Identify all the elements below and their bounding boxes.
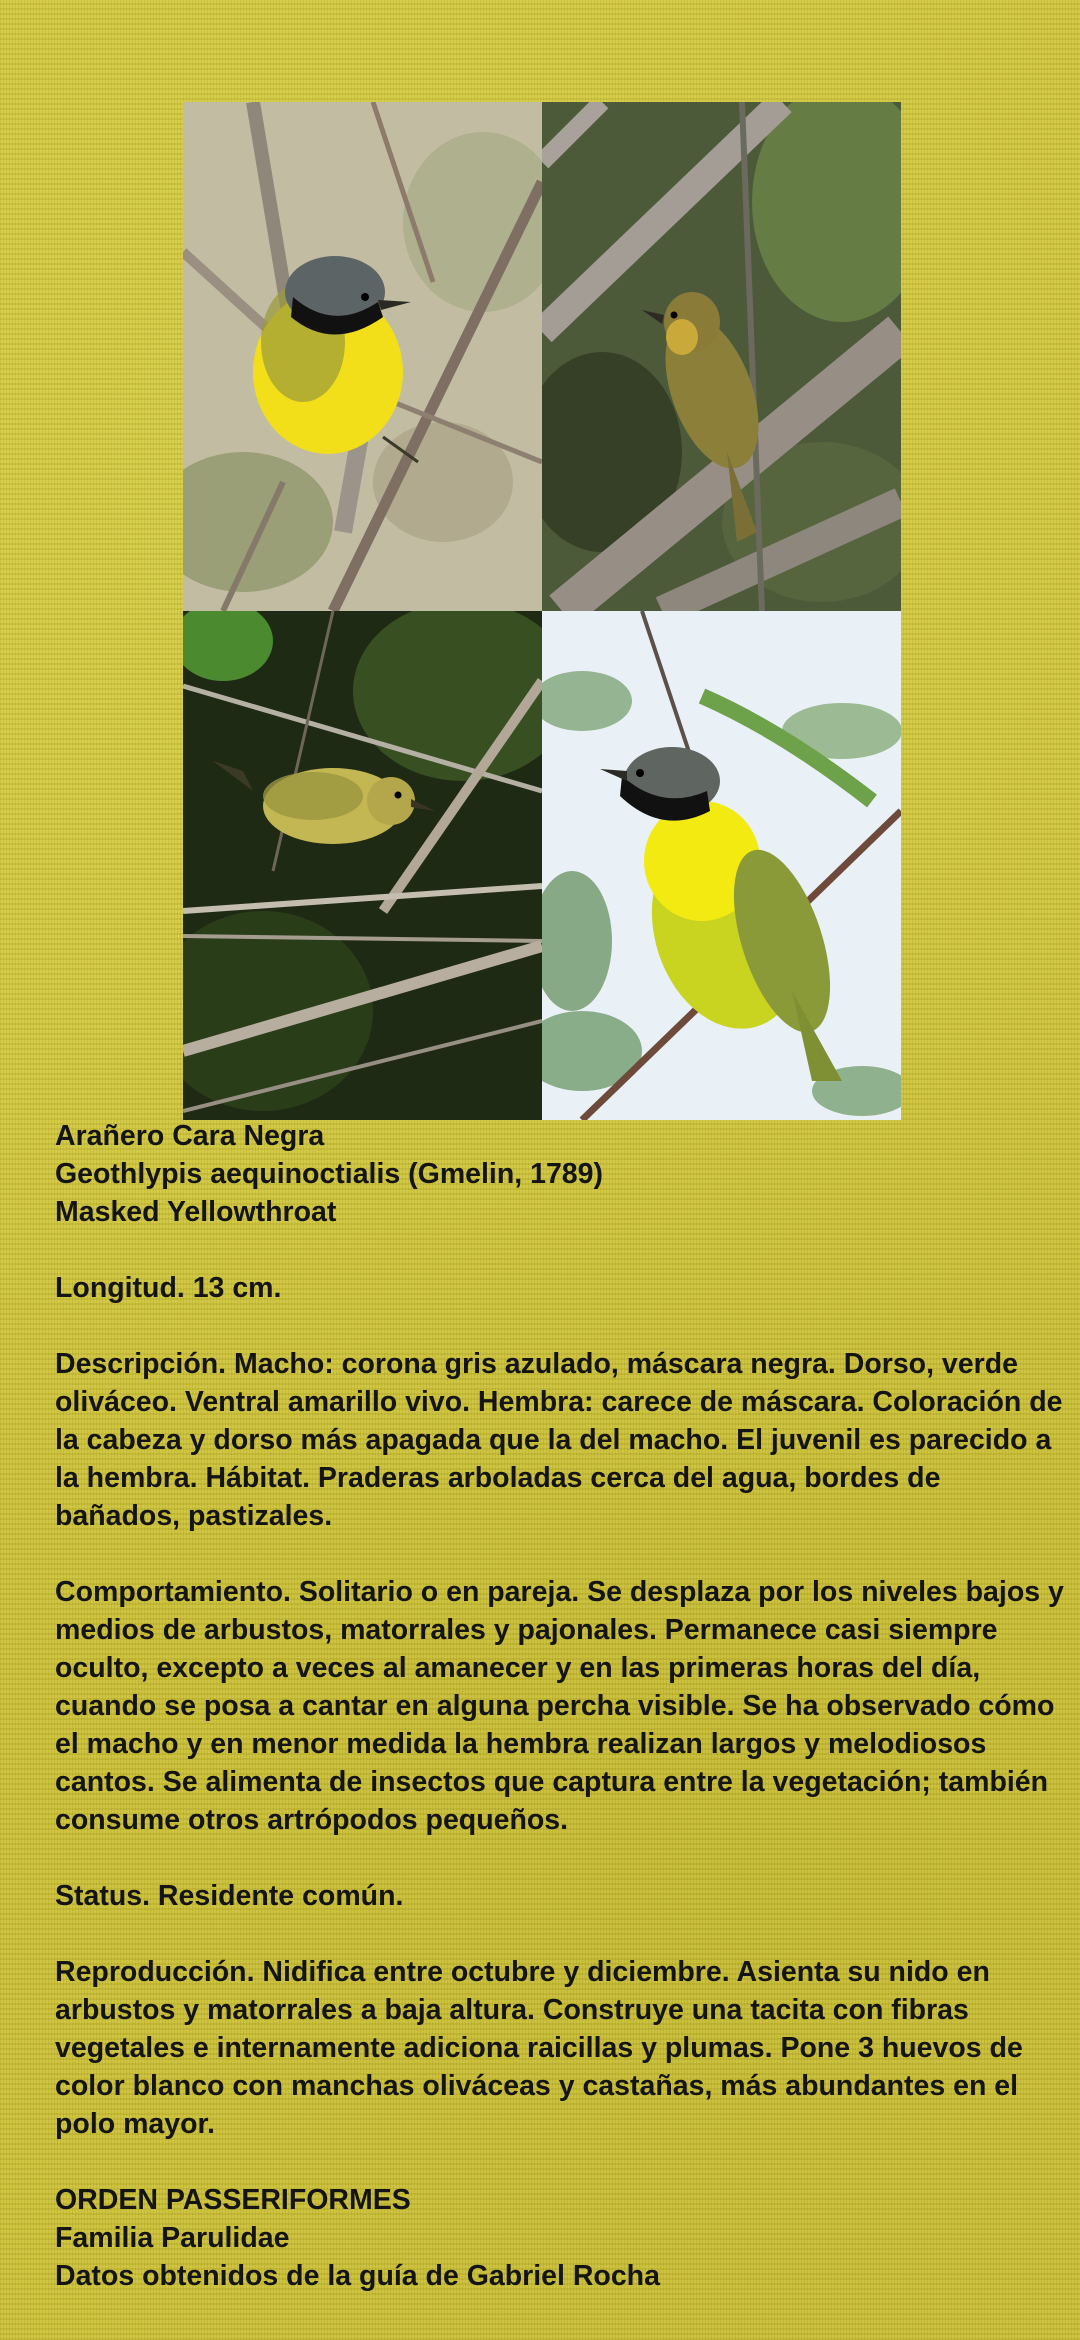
behavior-paragraph: Comportamiento. Solitario o en pareja. Se desplaza por los niveles bajos y medios de arbustos, matorrales y pajonales. Permanece casi siempre oculto, excepto a veces al amanecer y en las primeras horas del día, cuando se posa a cantar en alguna percha visible. Se ha observado cómo el macho y en menor medida la hembra realizan largos y melodiosos cantos. Se alimenta de insectos que captura entre la vegetación; también consume otros artrópodos pequeños.	[55, 1576, 1064, 1836]
female-bird-photo-1	[542, 102, 901, 611]
scientific-name: Geothlypis aequinoctialis (Gmelin, 1789)	[55, 1158, 603, 1190]
male-bird-photo-1	[183, 102, 542, 611]
source-line: Datos obtenidos de la guía de Gabriel Rocha	[55, 2260, 660, 2292]
species-description	[55, 1117, 1065, 2295]
common-name: Arañero Cara Negra	[55, 1120, 325, 1152]
reproduction-paragraph: Reproducción. Nidifica entre octubre y diciembre. Asienta su nido en arbustos y matorrales a baja altura. Construye una tacita con fibras vegetales e internamente adiciona raicillas y plumas. Pone 3 huevos de color blanco con manchas oliváceas y castañas, más abundantes en el polo mayor.	[55, 1956, 1023, 2140]
order-line: ORDEN PASSERIFORMES	[55, 2184, 411, 2216]
description-paragraph: Descripción. Macho: corona gris azulado, máscara negra. Dorso, verde oliváceo. Ventral amarillo vivo. Hembra: carece de máscara. Coloración de la cabeza y dorso más apagada que la del macho. El juvenil es parecido a la hembra. Hábitat. Praderas arboladas cerca del agua, bordes de bañados, pastizales.	[55, 1348, 1063, 1532]
status-paragraph: Status. Residente común.	[55, 1880, 404, 1912]
male-bird-photo-2	[542, 611, 901, 1120]
length-paragraph: Longitud. 13 cm.	[55, 1272, 282, 1304]
family-line: Familia Parulidae	[55, 2222, 290, 2254]
female-bird-photo-2	[183, 611, 542, 1120]
photo-collage	[183, 102, 901, 1120]
english-name: Masked Yellowthroat	[55, 1196, 337, 1228]
